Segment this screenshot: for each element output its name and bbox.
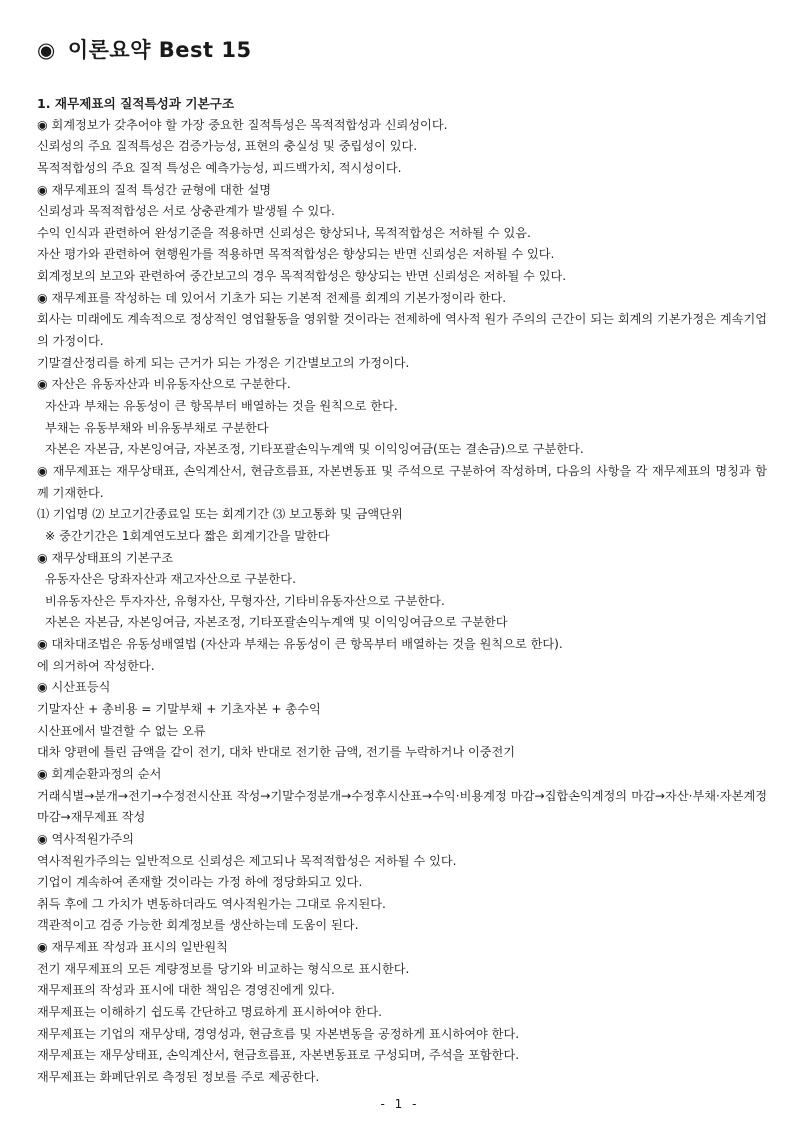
body-line: 시산표에서 발견할 수 없는 오류 [37, 723, 206, 738]
body-line: 재무제표의 작성과 표시에 대한 책임은 경영진에게 있다. [37, 983, 335, 998]
body-line: 신뢰성과 목적적합성은 서로 상충관계가 발생될 수 있다. [37, 204, 335, 219]
topic-line: ◉ 재무상태표의 기본구조 [37, 550, 174, 565]
body-line: 유동자산은 당좌자산과 재고자산으로 구분한다. [45, 572, 296, 587]
body-line: 목적적합성의 주요 질적 특성은 예측가능성, 피드백가치, 적시성이다. [37, 160, 402, 175]
body-line: ⑴ 기업명 ⑵ 보고기간종료일 또는 회계기간 ⑶ 보고통화 및 금액단위 [37, 507, 403, 522]
topic-line: ◉ 역사적원가주의 [37, 831, 134, 846]
topic-line: ◉ 재무제표는 재무상태표, 손익계산서, 현금흐름표, 자본변동표 및 주석으로 구분하여 작성하며, 다음의 사항을 각 재무제표의 명칭과 함께 기재한다. [37, 463, 767, 500]
body-line: 자산과 부채는 유동성이 큰 항목부터 배열하는 것을 원칙으로 한다. [45, 399, 398, 413]
topic-line: ◉ 회계순환과정의 순서 [37, 766, 162, 781]
section-heading: 1. 재무제표의 질적특성과 기본구조 [37, 96, 235, 111]
body-line: 자본은 자본금, 자본잉여금, 자본조정, 기타포괄손익누계액 및 이익잉여금(또는 결손금)으로 구분한다. [45, 442, 584, 457]
body-line: 대차 양편에 틀린 금액을 같이 전기, 대차 반대로 전기한 금액, 전기를 누락하거나 이중전기 [37, 745, 516, 760]
body-line: 역사적원가주의는 일반적으로 신뢰성은 제고되나 목적적합성은 저하될 수 있다. [37, 853, 457, 868]
page-number: - 1 - [380, 1097, 420, 1111]
body-line: 기말결산정리를 하게 되는 근거가 되는 가정은 기간별보고의 가정이다. [37, 355, 410, 370]
body-line: 거래식별→분개→전기→수정전시산표 작성→기말수정분개→수정후시산표→수익·비용계정 마감→집합손익계정의 마감→자산·부채·자본계정 마감→재무제표 작성 [37, 788, 767, 825]
body-line: 자산 평가와 관련하여 현행원가를 적용하면 목적적합성은 향상되는 반면 신뢰성은 저하될 수 있다. [37, 247, 555, 262]
body-line: 수익 인식과 관련하여 완성기준을 적용하면 신뢰성은 향상되나, 목적적합성은 저하될 수 있음. [37, 225, 531, 240]
body-line: 재무제표는 화폐단위로 측정된 정보를 주로 제공한다. [37, 1069, 320, 1084]
body-line: 재무제표는 재무상태표, 손익계산서, 현금흐름표, 자본변동표로 구성되며, 주석을 포함한다. [37, 1048, 520, 1063]
topic-line: ◉ 시산표등식 [37, 680, 111, 695]
body-line: 취득 후에 그 가치가 변동하더라도 역사적원가는 그대로 유지된다. [37, 896, 386, 911]
topic-line: ◉ 대차대조법은 유동성배열법 (자산과 부채는 유동성이 큰 항목부터 배열하는 것을 원칙으로 한다). [37, 637, 563, 652]
body-line: 비유동자산은 투자자산, 유형자산, 무형자산, 기타비유동자산으로 구분한다. [45, 593, 445, 608]
document-body [37, 93, 767, 1089]
body-line: 회사는 미래에도 계속적으로 정상적인 영업활동을 영위할 것이라는 전제하에 역사적 원가 주의의 근간이 되는 회계의 기본가정은 계속기업의 가정이다. [37, 312, 767, 349]
bullet-icon: ◉ [37, 38, 56, 62]
topic-line: ◉ 재무제표의 질적 특성간 균형에 대한 설명 [37, 182, 272, 197]
body-line: 부채는 유동부채와 비유동부채로 구분한다 [45, 420, 269, 435]
body-line: 객관적이고 검증 가능한 회계정보를 생산하는데 도움이 된다. [37, 918, 359, 933]
body-line: 에 의거하여 작성한다. [37, 658, 155, 673]
body-line: 전기 재무제표의 모든 계량정보를 당기와 비교하는 형식으로 표시한다. [37, 961, 410, 976]
topic-line: ◉ 재무제표를 작성하는 데 있어서 기초가 되는 기본적 전제를 회계의 기본가정이라 한다. [37, 290, 507, 305]
body-line: 기말자산 + 총비용 = 기말부채 + 기초자본 + 총수익 [37, 702, 321, 716]
topic-line: ◉ 재무제표 작성과 표시의 일반원칙 [37, 940, 228, 955]
body-line: 신뢰성의 주요 질적특성은 검증가능성, 표현의 충실성 및 중립성이 있다. [37, 139, 418, 154]
body-line: 기업이 계속하여 존재할 것이라는 가정 하에 정당화되고 있다. [37, 875, 363, 890]
body-line: 재무제표는 기업의 재무상태, 경영성과, 현금흐름 및 자본변동을 공정하게 표시하여야 한다. [37, 1026, 520, 1041]
body-line: 재무제표는 이해하기 쉽도록 간단하고 명료하게 표시하여야 한다. [37, 1005, 382, 1019]
body-line: 자본은 자본금, 자본잉여금, 자본조정, 기타포괄손익누계액 및 이익잉여금으로 구분한다 [45, 615, 508, 630]
topic-line: ◉ 자산은 유동자산과 비유동자산으로 구분한다. [37, 377, 291, 392]
topic-line: ◉ 회계정보가 갖추어야 할 가장 중요한 질적특성은 목적적합성과 신뢰성이다. [37, 117, 448, 132]
body-line: ※ 중간기간은 1회계연도보다 짧은 회계기간을 말한다 [45, 528, 330, 543]
page-title [37, 34, 252, 64]
body-lines [37, 115, 767, 1089]
body-line: 회계정보의 보고와 관련하여 중간보고의 경우 목적적합성은 향상되는 반면 신뢰성은 저하될 수 있다. [37, 269, 567, 284]
page-title-text: 이론요약 Best 15 [67, 38, 252, 62]
